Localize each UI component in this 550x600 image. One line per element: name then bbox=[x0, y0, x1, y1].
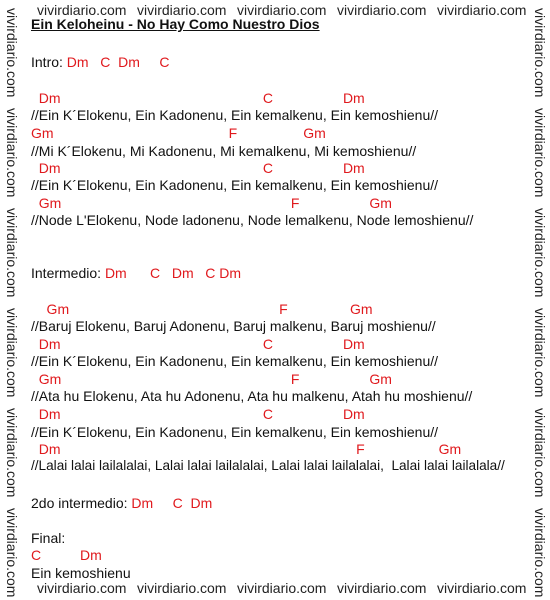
watermark-bottom: vivirdiario.com bbox=[237, 580, 327, 596]
song-title: Ein Keloheinu - No Hay Como Nuestro Dios bbox=[31, 16, 320, 32]
lyric-line: //Node L'Elokenu, Node ladonenu, Node lemalkenu, Node lemoshienu// bbox=[31, 212, 474, 228]
lyric-line: //Ein K´Elokenu, Ein Kadonenu, Ein kemalkenu, Ein kemoshienu// bbox=[31, 424, 439, 440]
watermark-right: vivirdiario.com bbox=[532, 8, 548, 98]
chord-line: Dm C Dm bbox=[31, 336, 365, 352]
watermark-top: vivirdiario.com bbox=[137, 2, 227, 18]
lyric-line: //Ein K´Elokenu, Ein Kadonenu, Ein kemalkenu, Ein kemoshienu// bbox=[31, 107, 439, 123]
chord-line: Gm F Gm bbox=[31, 301, 373, 317]
watermark-left: vivirdiario.com bbox=[4, 108, 20, 198]
watermark-top: vivirdiario.com bbox=[337, 2, 427, 18]
final-label: Final: bbox=[31, 530, 66, 546]
watermark-right: vivirdiario.com bbox=[532, 108, 548, 198]
watermark-bottom: vivirdiario.com bbox=[137, 580, 227, 596]
watermark-right: vivirdiario.com bbox=[532, 208, 548, 298]
chord-line: Dm C Dm bbox=[31, 90, 365, 106]
watermark-bottom: vivirdiario.com bbox=[37, 580, 127, 596]
watermark-bottom: vivirdiario.com bbox=[337, 580, 427, 596]
watermark-left: vivirdiario.com bbox=[4, 8, 20, 98]
intermedio-line bbox=[31, 265, 241, 281]
intermedio-chords: Dm C Dm C Dm bbox=[104, 265, 242, 281]
chord-line: Gm F Gm bbox=[31, 371, 392, 387]
second-intermedio-line bbox=[31, 495, 212, 511]
watermark-right: vivirdiario.com bbox=[532, 508, 548, 598]
final-chords: C Dm bbox=[31, 547, 102, 563]
watermark-right: vivirdiario.com bbox=[532, 408, 548, 498]
watermark-top: vivirdiario.com bbox=[37, 2, 127, 18]
second-intermedio-chords: Dm C Dm bbox=[131, 495, 213, 511]
final-text: Ein kemoshienu bbox=[31, 565, 131, 581]
watermark-top: vivirdiario.com bbox=[437, 2, 527, 18]
watermark-left: vivirdiario.com bbox=[4, 208, 20, 298]
chord-line: Gm F Gm bbox=[31, 195, 392, 211]
chord-line: Dm F Gm bbox=[31, 441, 462, 457]
second-intermedio-label: 2do intermedio: bbox=[31, 495, 132, 511]
chord-line: Gm F Gm bbox=[31, 125, 326, 141]
chord-line: Dm C Dm bbox=[31, 160, 365, 176]
watermark-top: vivirdiario.com bbox=[237, 2, 327, 18]
intro-chords: Dm C Dm C bbox=[66, 54, 170, 70]
lyric-line: //Lalai lalai lailalalai, Lalai lalai lailalalai, Lalai lalai lailalalai, Lalai lalai lailalala// bbox=[31, 458, 505, 473]
lyric-line: //Mi K´Elokenu, Mi Kadonenu, Mi kemalkenu, Mi kemoshienu// bbox=[31, 143, 417, 159]
chord-line: Dm C Dm bbox=[31, 406, 365, 422]
intro-line bbox=[31, 54, 169, 70]
watermark-left: vivirdiario.com bbox=[4, 508, 20, 598]
intro-label: Intro: bbox=[31, 54, 67, 70]
watermark-left: vivirdiario.com bbox=[4, 308, 20, 398]
lyric-line: //Ein K´Elokenu, Ein Kadonenu, Ein kemalkenu, Ein kemoshienu// bbox=[31, 353, 439, 369]
watermark-left: vivirdiario.com bbox=[4, 408, 20, 498]
intermedio-label: Intermedio: bbox=[31, 265, 105, 281]
watermark-right: vivirdiario.com bbox=[532, 308, 548, 398]
lyric-line: //Ein K´Elokenu, Ein Kadonenu, Ein kemalkenu, Ein kemoshienu// bbox=[31, 177, 439, 193]
watermark-bottom: vivirdiario.com bbox=[437, 580, 527, 596]
lyric-line: //Baruj Elokenu, Baruj Adonenu, Baruj malkenu, Baruj moshienu// bbox=[31, 318, 436, 334]
lyric-line: //Ata hu Elokenu, Ata hu Adonenu, Ata hu malkenu, Atah hu moshienu// bbox=[31, 388, 473, 404]
